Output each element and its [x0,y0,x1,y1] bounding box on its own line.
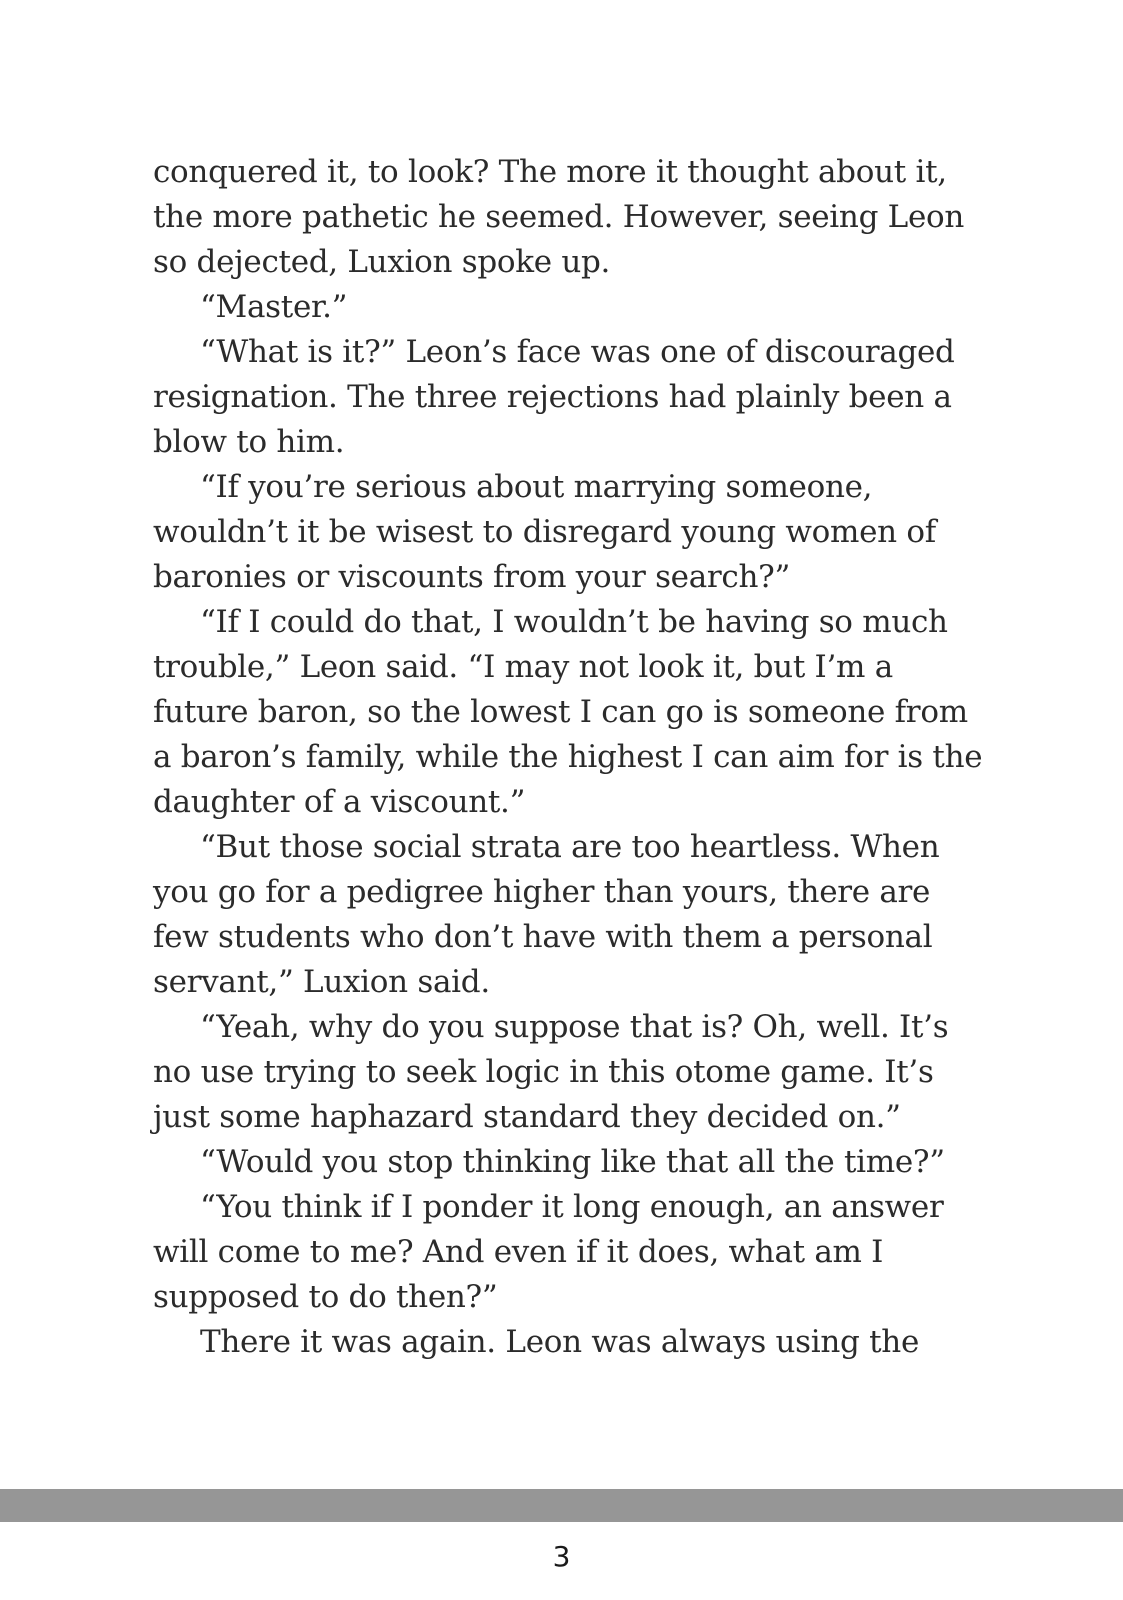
text-line: no use trying to seek logic in this otome game. It’s [153,1054,934,1090]
page-number: 3 [552,1540,571,1573]
text-line: a baron’s family, while the highest I can aim for is the [153,739,983,775]
text-line: trouble,” Leon said. “I may not look it, but I’m a [153,649,893,685]
text-line: servant,” Luxion said. [153,964,490,1000]
text-line: the more pathetic he seemed. However, seeing Leon [153,199,965,235]
text-line: will come to me? And even if it does, what am I [153,1234,884,1270]
text-line: “Master.” [200,289,348,325]
text-line: blow to him. [153,424,345,460]
text-line: just some haphazard standard they decided on.” [153,1099,901,1135]
text-line: “If I could do that, I wouldn’t be having so much [200,604,948,640]
text-line: “But those social strata are too heartless. When [200,829,940,865]
text-line: “Yeah, why do you suppose that is? Oh, well. It’s [200,1009,949,1045]
text-line: resignation. The three rejections had plainly been a [153,379,952,415]
text-line: you go for a pedigree higher than yours, there are [153,874,931,910]
text-line: “You think if I ponder it long enough, an answer [200,1189,944,1225]
text-line: “What is it?” Leon’s face was one of discouraged [200,334,955,370]
text-line: daughter of a viscount.” [153,784,526,820]
text-line: supposed to do then?” [153,1279,498,1315]
text-line: few students who don’t have with them a personal [153,919,933,955]
text-line: wouldn’t it be wisest to disregard young women of [153,514,936,550]
text-line: so dejected, Luxion spoke up. [153,244,611,280]
text-line: future baron, so the lowest I can go is someone from [153,694,968,730]
page-body-text [153,150,983,1365]
text-line: “If you’re serious about marrying someone, [200,469,873,505]
text-line: “Would you stop thinking like that all the time?” [200,1144,945,1180]
footer-bar [0,1489,1123,1522]
text-line: baronies or viscounts from your search?” [153,559,791,595]
text-line: conquered it, to look? The more it thought about it, [153,154,947,190]
text-line: There it was again. Leon was always using the [200,1324,920,1360]
